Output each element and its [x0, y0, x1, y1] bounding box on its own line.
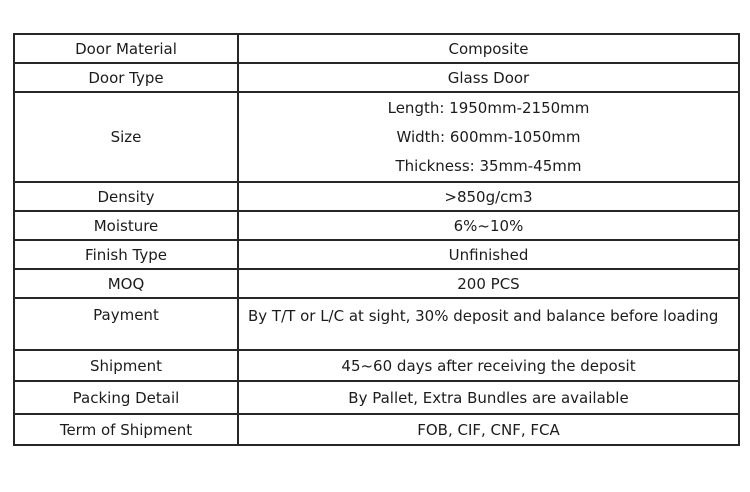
row-moisture: [14, 211, 739, 240]
spec-value-moq: 200 PCS: [238, 269, 739, 298]
row-door-material: [14, 34, 739, 63]
product-spec-table: [13, 33, 740, 446]
spec-label-moq: MOQ: [14, 269, 238, 298]
spec-label-door-material: Door Material: [14, 34, 238, 63]
size-length-line: Length: 1950mm-2150mm: [387, 98, 590, 117]
spec-table-body: [14, 34, 739, 445]
spec-label-term-of-shipment: Term of Shipment: [14, 414, 238, 445]
row-size: [14, 92, 739, 182]
spec-value-door-material: Composite: [238, 34, 739, 63]
spec-value-moisture: 6%~10%: [238, 211, 739, 240]
row-payment: [14, 298, 739, 350]
size-width-line: Width: 600mm-1050mm: [396, 127, 581, 146]
size-thickness-line: Thickness: 35mm-45mm: [395, 156, 582, 175]
spec-label-payment: Payment: [14, 298, 238, 350]
spec-value-term-of-shipment: FOB, CIF, CNF, FCA: [238, 414, 739, 445]
row-term-of-shipment: [14, 414, 739, 445]
row-door-type: [14, 63, 739, 92]
row-packing-detail: [14, 381, 739, 414]
spec-label-size: Size: [14, 92, 238, 182]
spec-value-payment: By T/T or L/C at sight, 30% deposit and balance before loading: [238, 298, 739, 350]
spec-label-density: Density: [14, 182, 238, 211]
row-moq: [14, 269, 739, 298]
spec-label-shipment: Shipment: [14, 350, 238, 381]
row-finish-type: [14, 240, 739, 269]
spec-value-shipment: 45~60 days after receiving the deposit: [238, 350, 739, 381]
spec-value-door-type: Glass Door: [238, 63, 739, 92]
spec-label-finish-type: Finish Type: [14, 240, 238, 269]
row-density: [14, 182, 739, 211]
row-shipment: [14, 350, 739, 381]
spec-label-packing-detail: Packing Detail: [14, 381, 238, 414]
spec-value-density: >850g/cm3: [238, 182, 739, 211]
spec-label-door-type: Door Type: [14, 63, 238, 92]
spec-value-finish-type: Unfinished: [238, 240, 739, 269]
spec-value-packing-detail: By Pallet, Extra Bundles are available: [238, 381, 739, 414]
spec-label-moisture: Moisture: [14, 211, 238, 240]
spec-value-size: [238, 92, 739, 182]
